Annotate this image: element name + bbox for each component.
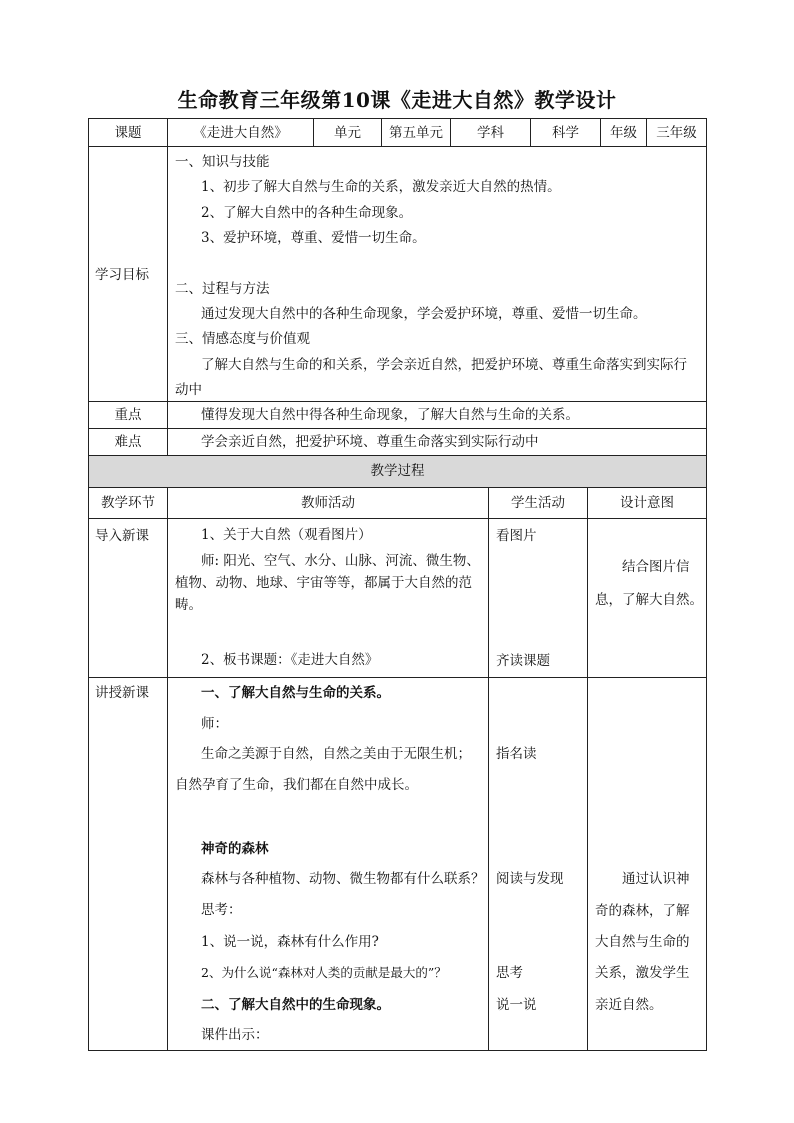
teach-teacher-line: 1、说一说，森林有什么作用? <box>201 934 379 950</box>
teach-subheading-forest: 神奇的森林 <box>201 841 269 857</box>
teach-student-line: 思考 <box>496 965 523 981</box>
intro-intent-line: 结合图片信 <box>622 559 690 575</box>
header-intent: 设计意图 <box>620 495 674 511</box>
intro-student-line: 齐读课题 <box>496 653 550 669</box>
goal-line: 三、情感态度与价值观 <box>175 331 310 347</box>
intro-teacher-line: 植物、动物、地球、宇宙等等，都属于大自然的范 <box>175 575 472 591</box>
teach-student-line: 阅读与发现 <box>496 871 564 887</box>
unit-label: 单元 <box>334 125 361 141</box>
intro-intent-line: 息，了解大自然。 <box>595 592 703 608</box>
teach-teacher-line: 自然孕育了生命，我们都在自然中成长。 <box>175 777 418 793</box>
intro-teacher-line: 2、板书课题：《走进大自然》 <box>201 652 379 668</box>
stage-intro: 导入新课 <box>95 528 149 544</box>
teach-heading-2: 二、了解大自然中的生命现象。 <box>201 997 390 1013</box>
key-label: 重点 <box>114 407 142 423</box>
teach-intent-line: 通过认识神 <box>622 871 690 887</box>
unit-value: 第五单元 <box>389 125 443 141</box>
goal-line: 动中 <box>175 382 202 398</box>
teach-heading-1: 一、了解大自然与生命的关系。 <box>201 685 390 701</box>
goal-line: 二、过程与方法 <box>175 281 270 297</box>
goal-line: 通过发现大自然中的各种生命现象，学会爱护环境，尊重、爱惜一切生命。 <box>201 306 647 322</box>
teach-teacher-line: 课件出示： <box>201 1027 269 1043</box>
process-banner: 教学过程 <box>370 463 425 479</box>
goal-line: 3、爱护环境，尊重、爱惜一切生命。 <box>201 230 426 246</box>
grade-label: 年级 <box>610 125 637 141</box>
header-student: 学生活动 <box>511 495 565 511</box>
intro-student-line: 看图片 <box>496 528 537 544</box>
teach-teacher-line: 师： <box>201 716 228 732</box>
goal-line: 1、初步了解大自然与生命的关系，激发亲近大自然的热情。 <box>201 179 561 195</box>
teach-student-line: 指名读 <box>496 746 537 762</box>
difficulty-label: 难点 <box>114 434 142 450</box>
header-teacher: 教师活动 <box>301 495 355 511</box>
teach-student-line: 说一说 <box>496 997 537 1013</box>
course-value: 《走进大自然》 <box>193 125 288 141</box>
stage-teach: 讲授新课 <box>95 685 149 701</box>
goals-label: 学习目标 <box>95 267 149 283</box>
goal-line: 了解大自然与生命的和关系，学会亲近自然，把爱护环境、尊重生命落实到实际行 <box>201 357 687 373</box>
teach-teacher-line: 生命之美源于自然，自然之美由于无限生机； <box>201 746 471 762</box>
intro-teacher-line: 畴。 <box>175 597 202 613</box>
teach-intent-line: 奇的森林，了解 <box>595 903 690 919</box>
teach-intent-line: 大自然与生命的 <box>595 934 690 950</box>
goal-line: 2、了解大自然中的各种生命现象。 <box>201 205 413 221</box>
subject-label: 学科 <box>477 125 504 141</box>
course-label: 课题 <box>114 125 142 141</box>
intro-teacher-line: 师: 阳光、空气、水分、山脉、河流、微生物、 <box>201 553 480 569</box>
goal-line: 一、知识与技能 <box>175 154 270 170</box>
header-stage: 教学环节 <box>101 495 155 511</box>
teach-teacher-line: 2、为什么说“森林对人类的贡献是最大的”？ <box>201 965 447 980</box>
teach-intent-line: 亲近自然。 <box>595 997 663 1013</box>
subject-value: 科学 <box>552 125 579 141</box>
teach-intent-line: 关系，激发学生 <box>595 965 690 981</box>
grade-value: 三年级 <box>656 125 697 141</box>
intro-teacher-line: 1、关于大自然（观看图片） <box>201 527 372 543</box>
teach-teacher-line: 思考： <box>201 902 242 918</box>
page-title: 生命教育三年级第10课《走进大自然》教学设计 <box>177 88 617 112</box>
key-text: 懂得发现大自然中得各种生命现象，了解大自然与生命的关系。 <box>201 407 579 423</box>
difficulty-text: 学会亲近自然，把爱护环境、尊重生命落实到实际行动中 <box>201 434 539 450</box>
teach-teacher-line: 森林与各种植物、动物、微生物都有什么联系？ <box>201 871 485 887</box>
